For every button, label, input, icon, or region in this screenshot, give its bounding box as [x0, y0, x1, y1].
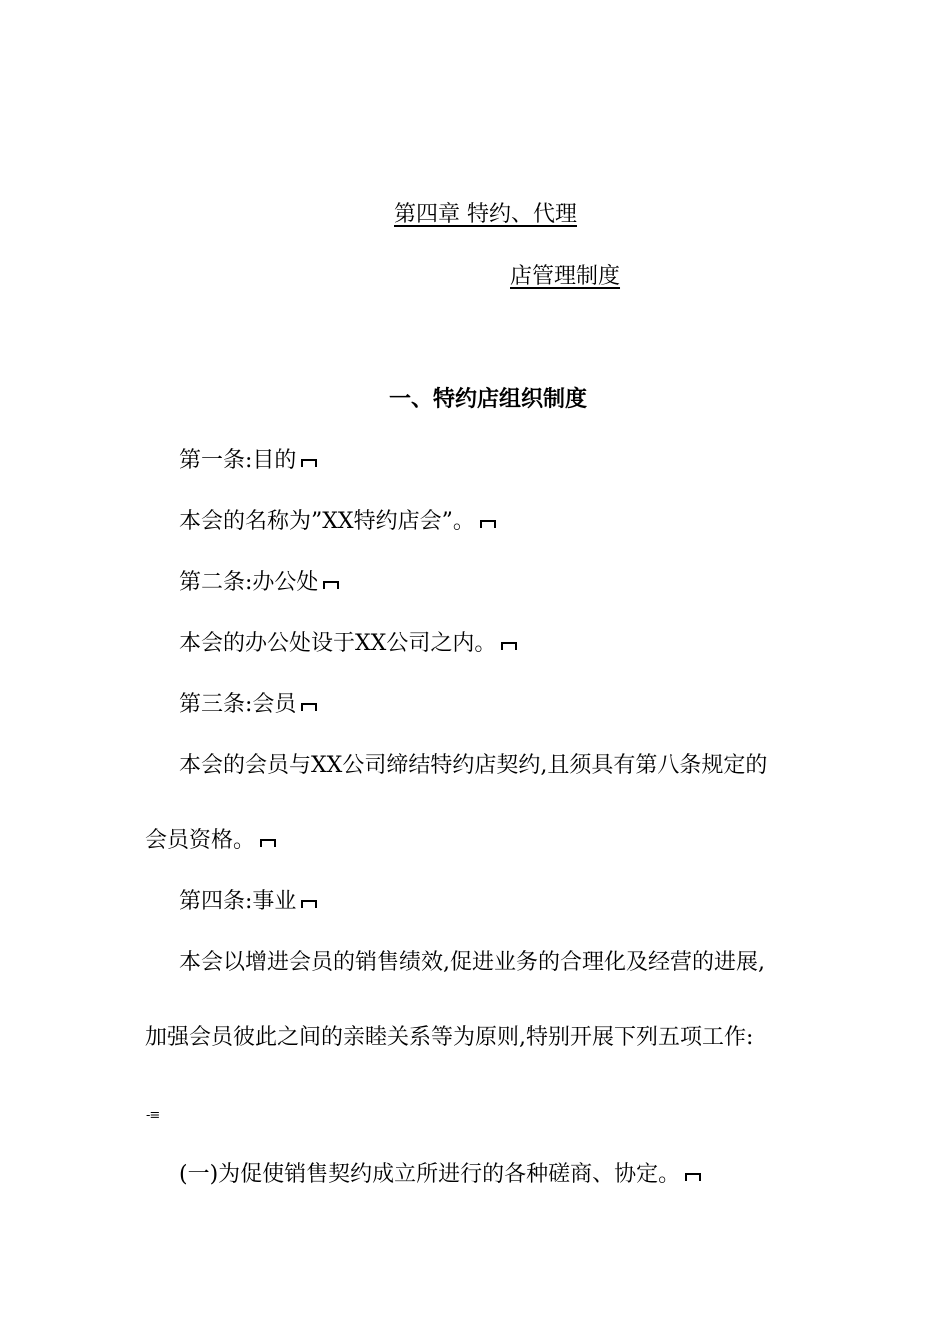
paragraph-mark-icon	[259, 835, 279, 849]
paragraph-text: 加强会员彼此之间的亲睦关系等为原则,特别开展下列五项工作:	[145, 1025, 754, 1050]
paragraph-text: 本会的会员与XX公司缔结特约店契约,且须具有第八条规定的	[179, 753, 768, 778]
paragraph-mark-icon	[684, 1169, 704, 1183]
paragraph-article-3-heading	[179, 690, 320, 720]
paragraph-text: 本会的名称为”XX特约店会”。	[179, 509, 475, 534]
paragraph-mark-icon	[500, 638, 520, 652]
paragraph-text: 第四条:事业	[179, 889, 297, 914]
paragraph-article-3-body-line-2	[145, 826, 279, 856]
paragraph-article-1-heading	[179, 446, 320, 476]
paragraph-text: 第三条:会员	[179, 692, 297, 717]
paragraph-article-4-body-line-2	[145, 1023, 753, 1053]
paragraph-article-3-body-line-1	[179, 751, 767, 781]
chapter-title-line-1: 第四章 特约、代理	[394, 202, 577, 227]
paragraph-list-item-1	[179, 1160, 704, 1190]
chapter-title-line-2: 店管理制度	[510, 264, 621, 289]
paragraph-article-2-heading	[179, 568, 342, 598]
stray-mark: -≡	[146, 1108, 160, 1123]
paragraph-mark-icon	[479, 516, 499, 530]
paragraph-mark-icon	[300, 896, 320, 910]
paragraph-article-4-body-line-1	[179, 948, 765, 978]
paragraph-article-2-body	[179, 629, 520, 659]
paragraph-text: (一)为促使销售契约成立所进行的各种磋商、协定。	[179, 1162, 681, 1187]
paragraph-text: 第一条:目的	[179, 448, 297, 473]
paragraph-mark-icon	[300, 455, 320, 469]
paragraph-article-4-heading	[179, 887, 320, 917]
paragraph-text: 第二条:办公处	[179, 570, 319, 595]
paragraph-text: 会员资格。	[145, 828, 256, 853]
paragraph-mark-icon	[322, 577, 342, 591]
paragraph-text: 本会的办公处设于XX公司之内。	[179, 631, 497, 656]
paragraph-mark-icon	[300, 699, 320, 713]
paragraph-text: 本会以增进会员的销售绩效,促进业务的合理化及经营的进展,	[179, 950, 765, 975]
paragraph-article-1-body	[179, 507, 499, 537]
section-heading: 一、特约店组织制度	[389, 387, 588, 412]
